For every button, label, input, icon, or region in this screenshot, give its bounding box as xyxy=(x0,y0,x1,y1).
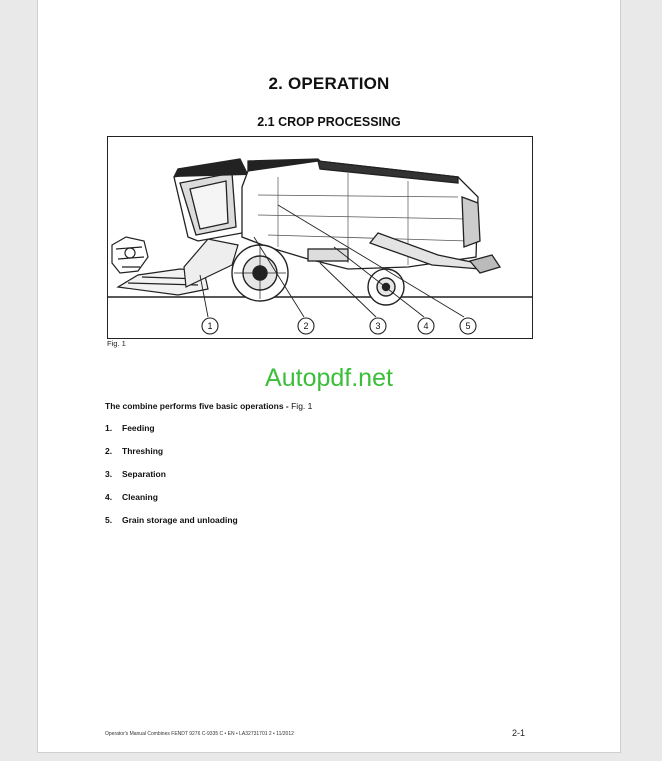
intro-text: The combine performs five basic operations - xyxy=(105,401,292,411)
list-item-label: Grain storage and unloading xyxy=(122,515,238,525)
list-item-label: Threshing xyxy=(122,446,164,456)
footer-document-info: Operator's Manual Combines FENDT 9276 C-9335 C • EN • LA32731701 2 • 11/2012 xyxy=(105,731,294,737)
chapter-title: 2. OPERATION xyxy=(268,74,390,93)
callout-4: 4 xyxy=(423,321,429,331)
operations-list xyxy=(105,423,238,538)
intro-figure-ref: Fig. 1 xyxy=(291,401,313,411)
list-item xyxy=(105,469,238,492)
figure-caption: Fig. 1 xyxy=(107,339,126,348)
operator-cab xyxy=(174,159,248,241)
callout-3: 3 xyxy=(375,321,381,331)
list-item-label: Cleaning xyxy=(122,492,158,502)
front-wheel xyxy=(232,245,288,301)
callout-2: 2 xyxy=(303,321,309,331)
document-page xyxy=(37,0,621,753)
callout-1: 1 xyxy=(207,321,213,331)
intro-paragraph xyxy=(105,401,312,411)
list-item-number: 3. xyxy=(105,469,113,479)
list-item-number: 1. xyxy=(105,423,113,433)
callout-markers xyxy=(202,318,476,334)
list-item-label: Feeding xyxy=(122,423,155,433)
watermark-text: Autopdf.net xyxy=(265,364,393,392)
combine-figure xyxy=(107,136,533,339)
page-number: 2-1 xyxy=(512,728,526,738)
list-item xyxy=(105,446,238,469)
list-item-number: 5. xyxy=(105,515,113,525)
list-item xyxy=(105,515,238,538)
callout-5: 5 xyxy=(465,321,471,331)
feeder-house xyxy=(184,239,238,287)
list-item xyxy=(105,423,238,446)
list-item-label: Separation xyxy=(122,469,166,479)
section-title: 2.1 CROP PROCESSING xyxy=(257,115,401,129)
combine-harvester-drawing xyxy=(108,137,532,338)
list-item-number: 2. xyxy=(105,446,113,456)
list-item xyxy=(105,492,238,515)
list-item-number: 4. xyxy=(105,492,113,502)
